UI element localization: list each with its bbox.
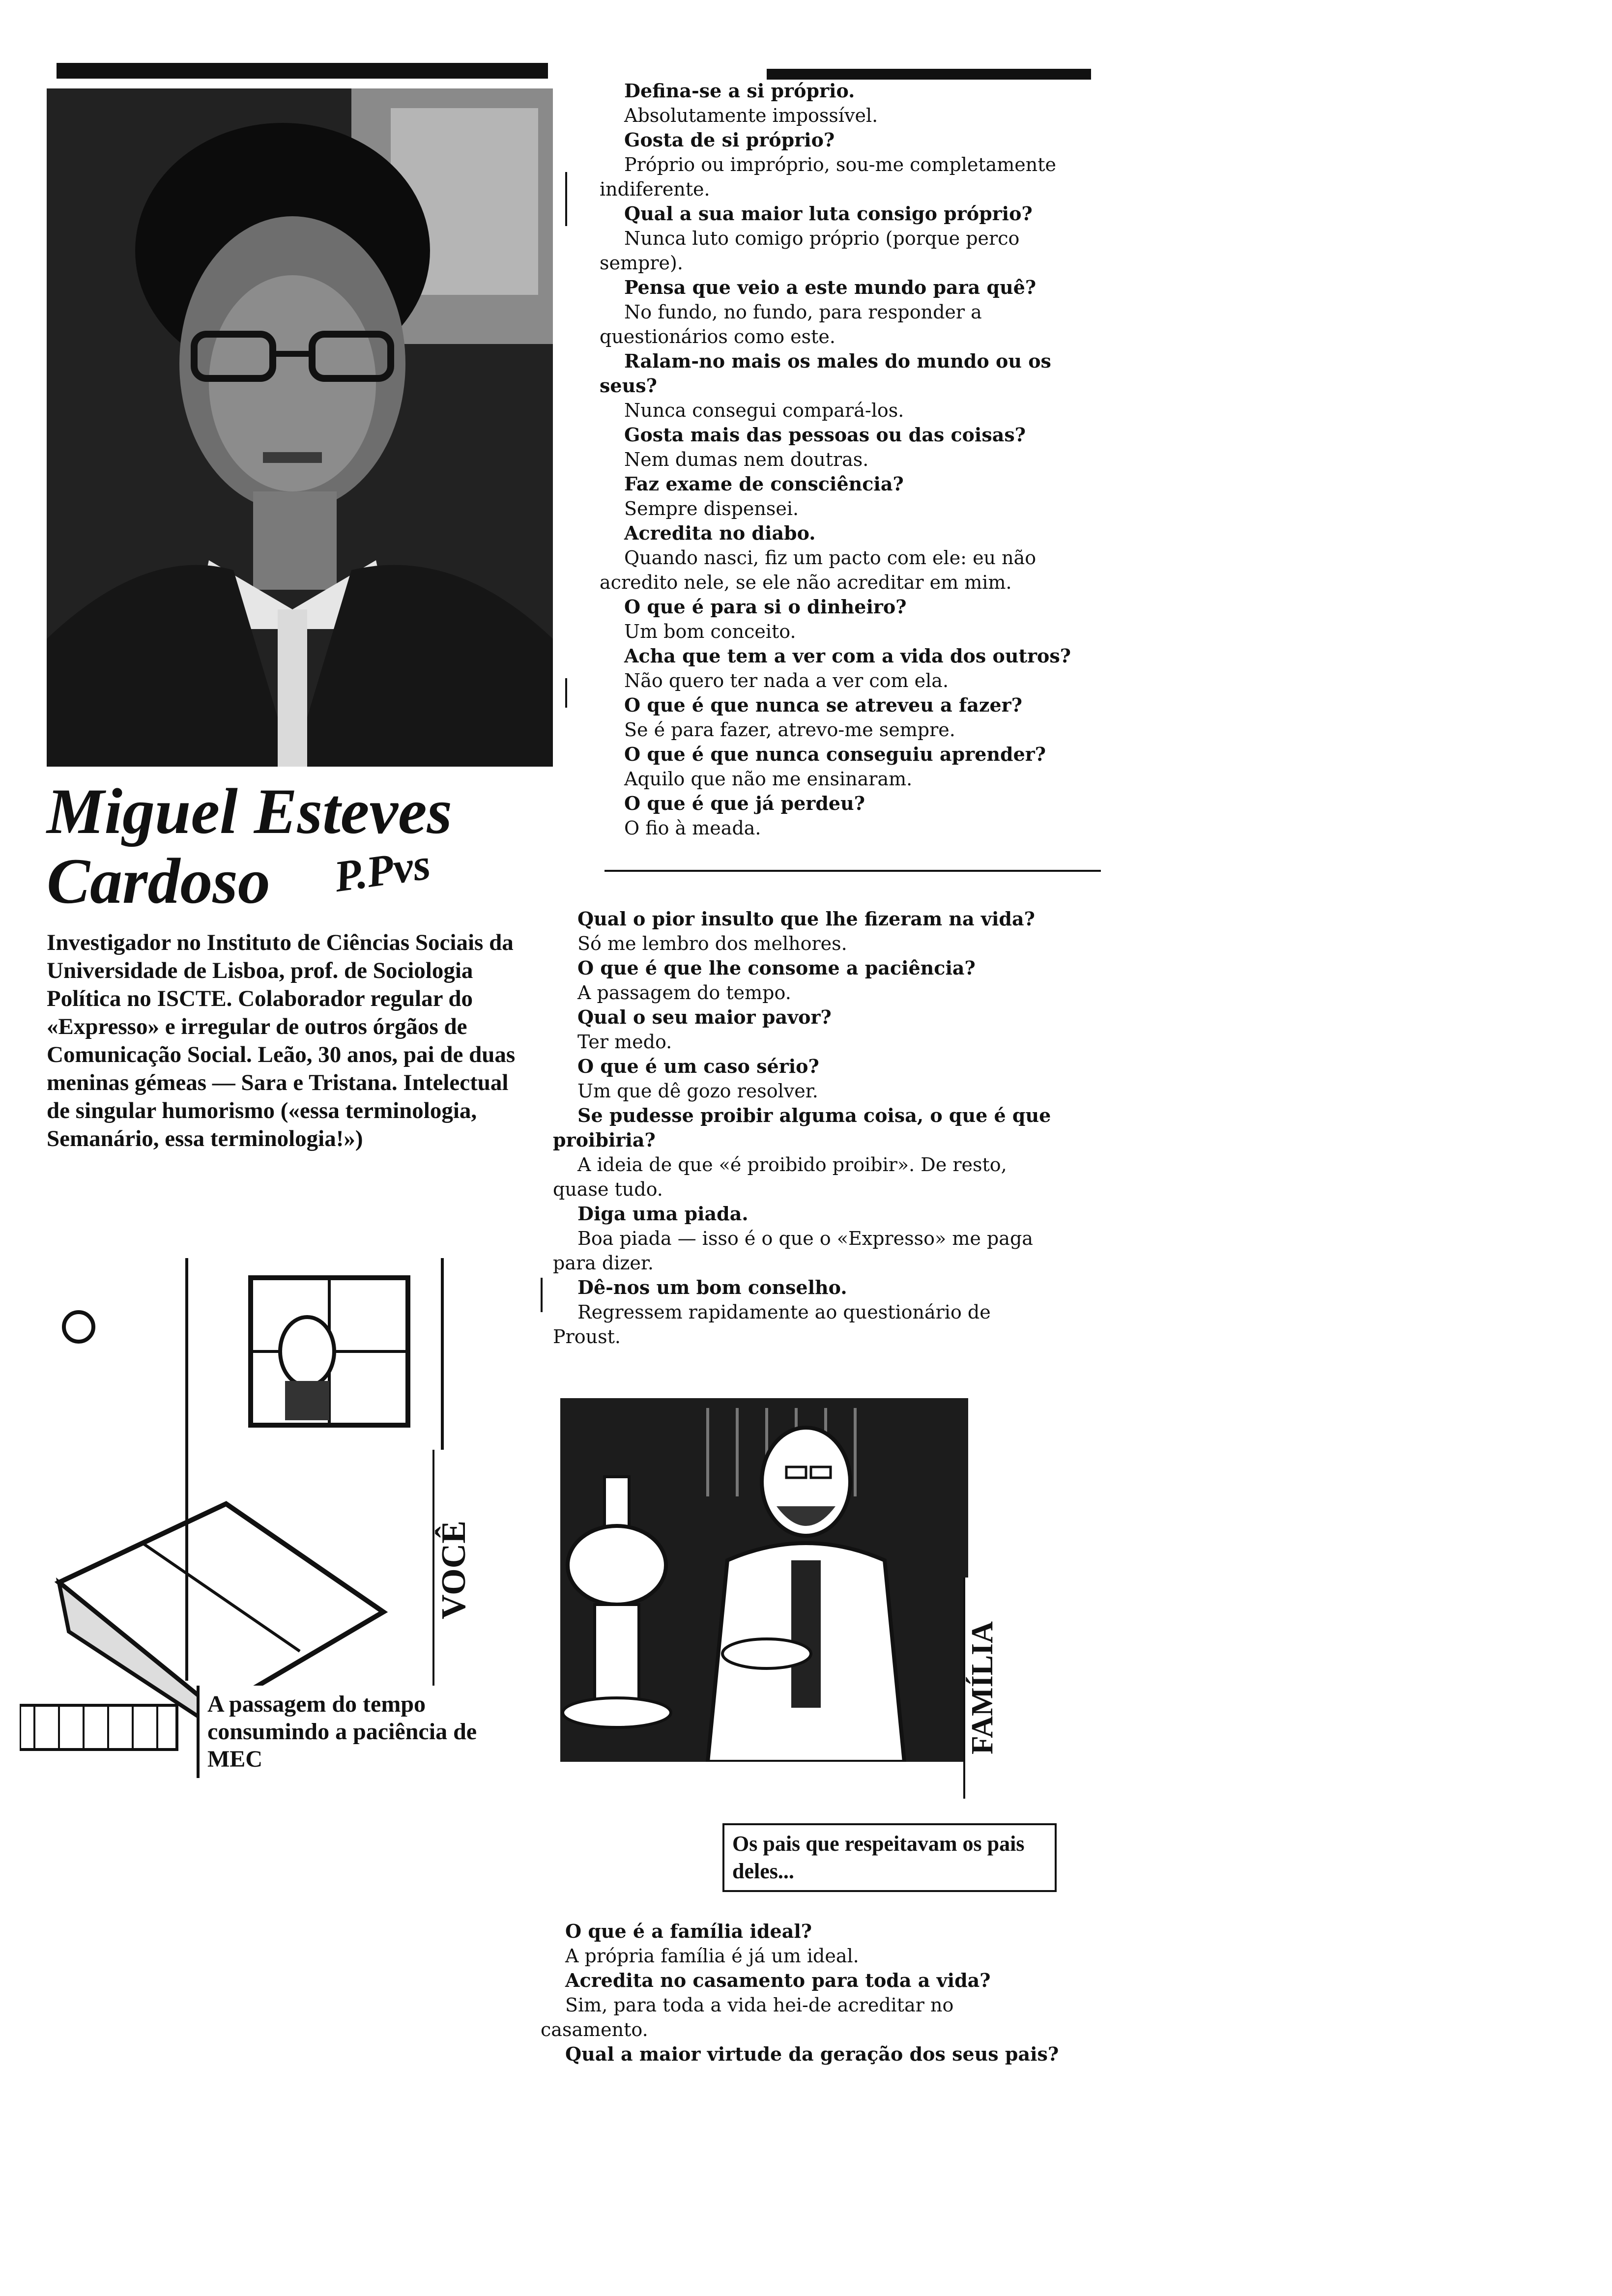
signature-text: P.Pvs (331, 839, 433, 902)
answer: Nunca consegui compará-los. (624, 400, 904, 421)
answer: Nunca luto comigo próprio (porque perco sempre). (600, 228, 1020, 274)
cartoon-left-label: VOCÊ (435, 1521, 473, 1620)
answer: O fio à meada. (624, 817, 761, 839)
question: Pensa que veio a este mundo para quê? (624, 276, 1036, 298)
question: Gosta mais das pessoas ou das coisas? (624, 424, 1026, 446)
bio-paragraph: Investigador no Instituto de Ciências Sociais da Universidade de Lisboa, prof. de Sociologia Política no ISCTE. Colaborador regular do «Expresso» e irregular de outros órgãos de Comunicação Social. Leão, 30 anos, pai de duas meninas gémeas — Sara e Tristana. Intelectual de singular humorismo («essa terminologia, Semanário, essa terminologia!») (47, 930, 516, 1151)
question: O que é que nunca se atreveu a fazer? (624, 694, 1022, 716)
question: O que é para si o dinheiro? (624, 596, 907, 618)
column-mark-2 (565, 678, 567, 708)
answer: Quando nasci, fiz um pacto com ele: eu não acredito nele, se ele não acreditar em mim. (600, 547, 1036, 593)
question: Acha que tem a ver com a vida dos outros? (624, 645, 1071, 667)
section-rule (604, 870, 1101, 872)
question: Acredita no casamento para toda a vida? (565, 1969, 991, 1991)
question: Dê-nos um bom conselho. (577, 1276, 847, 1298)
question: Qual o pior insulto que lhe fizeram na vida? (577, 908, 1035, 930)
question: Faz exame de consciência? (624, 473, 904, 495)
cartoon-right-caption: Os pais que respeitavam os pais deles... (722, 1823, 1057, 1892)
question: Gosta de si próprio? (624, 129, 835, 151)
cartoon-right-illustration (560, 1398, 968, 1762)
answer: Regressem rapidamente ao questionário de Proust. (553, 1301, 991, 1348)
answer: Nem dumas nem doutras. (624, 449, 869, 470)
question: O que é que já perdeu? (624, 792, 865, 814)
column-mark-3 (541, 1278, 543, 1312)
answer: Se é para fazer, atrevo-me sempre. (624, 719, 955, 741)
qa-block-1 (600, 79, 1091, 840)
top-rule-left (57, 63, 548, 79)
answer: Boa piada — isso é o que o «Expresso» me paga para dizer. (553, 1228, 1033, 1274)
question: O que é a família ideal? (565, 1920, 812, 1942)
answer: Próprio ou impróprio, sou-me completamente indiferente. (600, 154, 1057, 200)
answer: No fundo, no fundo, para responder a questionários como este. (600, 301, 982, 347)
answer: Só me lembro dos melhores. (577, 933, 847, 954)
question: Ralam-no mais os males do mundo ou os seus? (600, 350, 1051, 397)
answer: Um bom conceito. (624, 621, 796, 642)
question: Qual a maior virtude da geração dos seus pais? (565, 2043, 1059, 2065)
portrait-illustration (47, 88, 553, 767)
question: Acredita no diabo. (624, 522, 816, 544)
interviewee-name (47, 776, 548, 916)
question: Qual o seu maior pavor? (577, 1006, 832, 1028)
cartoon-right-label: FAMÍLIA (966, 1621, 999, 1755)
question: Defina-se a si próprio. (624, 80, 855, 102)
answer: A passagem do tempo. (577, 982, 791, 1004)
cartoon-left-caption: A passagem do tempo consumindo a paciência de MEC (197, 1686, 530, 1778)
cartoon-right (560, 1398, 968, 1762)
question: O que é que nunca conseguiu aprender? (624, 743, 1046, 765)
question: O que é que lhe consome a paciência? (577, 957, 976, 979)
portrait-photo (47, 88, 553, 767)
cartoon-right-label-box (963, 1578, 1039, 1799)
answer: Aquilo que não me ensinaram. (624, 768, 913, 790)
answer: Não quero ter nada a ver com ela. (624, 670, 949, 691)
qa-block-3 (541, 1919, 1062, 2066)
answer: Um que dê gozo resolver. (577, 1080, 818, 1102)
qa-block-2 (553, 907, 1054, 1349)
answer: Ter medo. (577, 1031, 672, 1053)
answer: Sempre dispensei. (624, 498, 799, 519)
question: Qual a sua maior luta consigo próprio? (624, 202, 1033, 225)
name-line-2: Cardoso (47, 845, 270, 917)
question: Diga uma piada. (577, 1203, 748, 1225)
question: O que é um caso sério? (577, 1055, 819, 1077)
name-line-1: Miguel Esteves (47, 775, 452, 847)
top-rule-right (767, 69, 1091, 80)
cartoon-left-label-box (432, 1450, 523, 1691)
column-mark-1 (565, 172, 567, 226)
answer: A própria família é já um ideal. (565, 1945, 859, 1967)
question: Se pudesse proibir alguma coisa, o que é que proibiria? (553, 1104, 1051, 1151)
answer: Absolutamente impossível. (624, 105, 878, 126)
answer: A ideia de que «é proibido proibir». De resto, quase tudo. (553, 1154, 1007, 1200)
answer: Sim, para toda a vida hei-de acreditar no casamento. (541, 1994, 954, 2040)
